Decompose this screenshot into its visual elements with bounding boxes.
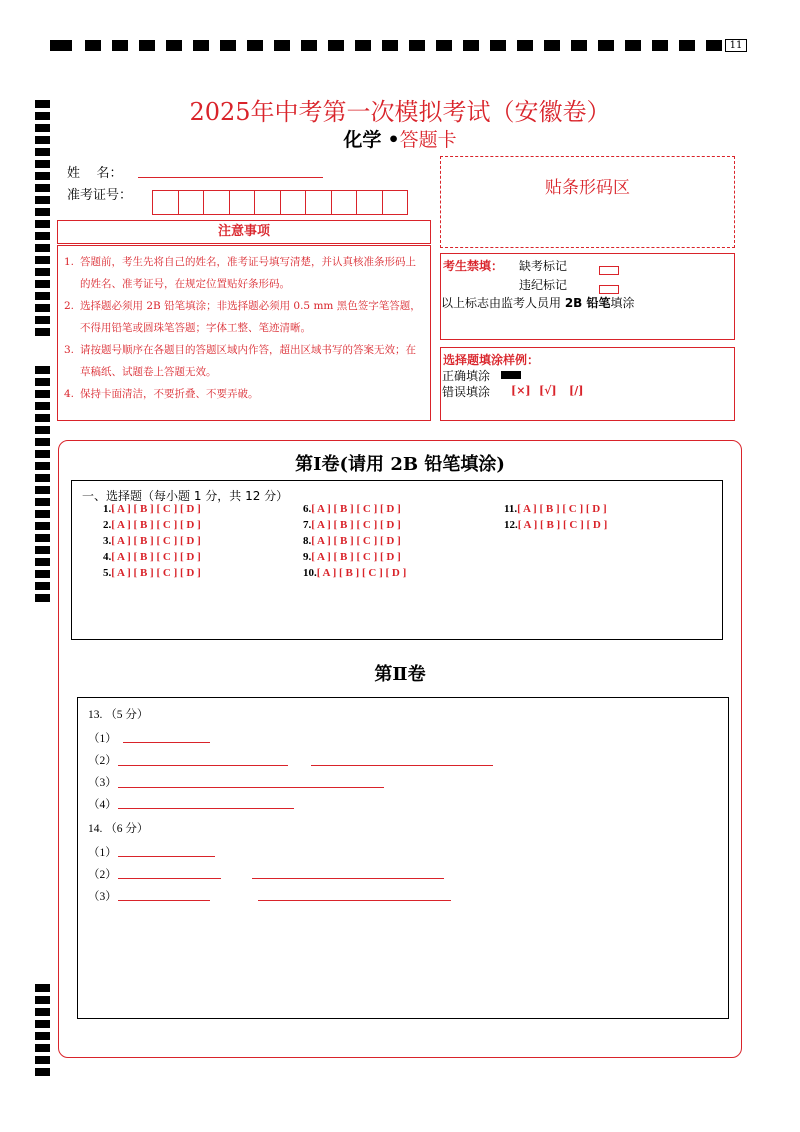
- wrong-sample-2: [√]: [539, 384, 557, 397]
- answer-line[interactable]: [118, 765, 288, 766]
- barcode-area: [440, 156, 735, 248]
- mc-question-number: 2.: [103, 519, 112, 531]
- notice-item: [64, 251, 424, 295]
- absent-mark-box[interactable]: [599, 260, 619, 279]
- q14-part-3: （3）: [88, 891, 117, 903]
- subject-name: 化学: [343, 129, 382, 151]
- id-digit-cell[interactable]: [280, 190, 307, 215]
- answer-line[interactable]: [252, 878, 444, 879]
- mc-options[interactable]: [ A ] [ B ] [ C ] [ D ]: [517, 503, 607, 515]
- notice-num: 1.: [64, 256, 75, 268]
- mc-question-number: 11.: [504, 503, 518, 515]
- mc-question[interactable]: [303, 567, 406, 579]
- mc-question[interactable]: [303, 535, 401, 547]
- q13-part-3: （3）: [88, 777, 117, 789]
- subtitle-separator: •: [387, 129, 400, 151]
- fill-sample-label: 选择题填涂样例：: [443, 353, 540, 367]
- mc-question-number: 6.: [303, 503, 312, 515]
- id-digit-cell[interactable]: [356, 190, 383, 215]
- mc-options[interactable]: [ A ] [ B ] [ C ] [ D ]: [311, 551, 401, 563]
- absent-label: 缺考标记: [519, 259, 568, 273]
- notice-text: 请按题号顺序在各题目的答题区域内作答，超出区域书写的答案无效；在草稿纸、试题卷上答题无效。: [80, 344, 416, 378]
- mc-question-number: 4.: [103, 551, 112, 563]
- mc-question-number: 1.: [103, 503, 112, 515]
- mc-options[interactable]: [ A ] [ B ] [ C ] [ D ]: [111, 551, 201, 563]
- note-suffix: 填涂: [610, 296, 635, 310]
- notice-text: 答题前，考生先将自己的姓名，准考证号填写清楚，并认真核准条形码上的姓名、准考证号，在规定位置贴好条形码。: [80, 256, 416, 290]
- q13-part-2: （2）: [88, 755, 117, 767]
- fill-sample-box: [440, 347, 735, 421]
- mc-question[interactable]: [103, 503, 201, 515]
- answer-line[interactable]: [118, 900, 210, 901]
- proctor-note: [441, 294, 635, 311]
- card-subtitle: [0, 125, 800, 152]
- mc-question-number: 10.: [303, 567, 317, 579]
- id-digit-cell[interactable]: [229, 190, 256, 215]
- proctor-marks-box: [440, 253, 735, 340]
- mc-options[interactable]: [ A ] [ B ] [ C ] [ D ]: [111, 503, 201, 515]
- id-digit-cell[interactable]: [203, 190, 230, 215]
- mc-question-number: 8.: [303, 535, 312, 547]
- mc-options[interactable]: [ A ] [ B ] [ C ] [ D ]: [311, 519, 401, 531]
- name-label: 姓 名：: [67, 166, 123, 181]
- card-type: 答题卡: [399, 129, 457, 151]
- mc-question[interactable]: [303, 519, 401, 531]
- mc-options[interactable]: [ A ] [ B ] [ C ] [ D ]: [111, 567, 201, 579]
- q13-label: 13. （5 分）: [88, 709, 149, 721]
- barcode-area-label: 贴条形码区: [545, 177, 630, 198]
- part1-title: 第Ⅰ卷(请用 2B 铅笔填涂): [295, 454, 505, 475]
- q13-part-1: （1）: [88, 733, 117, 745]
- mc-question[interactable]: [103, 567, 201, 579]
- mc-section-label: 一、选择题（每小题 1 分，共 12 分）: [82, 489, 289, 503]
- id-digit-cell[interactable]: [331, 190, 358, 215]
- answer-line[interactable]: [311, 765, 493, 766]
- q14-part-1: （1）: [88, 847, 117, 859]
- id-digit-cell[interactable]: [178, 190, 205, 215]
- mc-question[interactable]: [504, 503, 607, 515]
- note-bold: 2B 铅笔: [564, 296, 611, 310]
- q13-part-4: （4）: [88, 799, 117, 811]
- answer-line[interactable]: [118, 787, 384, 788]
- mc-question[interactable]: [103, 519, 201, 531]
- id-digit-cell[interactable]: [382, 190, 409, 215]
- mc-question[interactable]: [103, 535, 201, 547]
- mc-options[interactable]: [ A ] [ B ] [ C ] [ D ]: [111, 535, 201, 547]
- answer-line[interactable]: [118, 878, 221, 879]
- mc-question[interactable]: [504, 519, 607, 531]
- note-prefix: 以上标志由监考人员用: [441, 296, 565, 310]
- notice-heading: 注意事项: [57, 220, 431, 244]
- notice-text: 保持卡面清洁，不要折叠、不要弄破。: [80, 388, 259, 400]
- notice-box: [57, 245, 431, 421]
- q14-part-2: （2）: [88, 869, 117, 881]
- id-number-grid[interactable]: [152, 190, 407, 215]
- wrong-fill-label: 错误填涂: [442, 385, 491, 399]
- correct-fill-label: 正确填涂: [442, 369, 491, 383]
- notice-text: 选择题必须用 2B 铅笔填涂；非选择题必须用 0.5 mm 黑色签字笔答题，不得用铅笔或圆珠笔答题；字体工整、笔迹清晰。: [80, 300, 421, 334]
- mc-question-number: 3.: [103, 535, 112, 547]
- free-response-box: [77, 697, 729, 1019]
- answer-line[interactable]: [123, 742, 210, 743]
- mc-question[interactable]: [103, 551, 201, 563]
- mc-question[interactable]: [303, 551, 401, 563]
- wrong-sample-1: [×]: [511, 384, 531, 397]
- notice-item: [64, 339, 424, 383]
- page-number: 11: [725, 39, 747, 52]
- mc-question-number: 9.: [303, 551, 312, 563]
- notice-item: [64, 295, 424, 339]
- part2-title: 第Ⅱ卷: [374, 664, 426, 685]
- id-digit-cell[interactable]: [152, 190, 179, 215]
- mc-options[interactable]: [ A ] [ B ] [ C ] [ D ]: [316, 567, 407, 579]
- proctor-label: 考生禁填：: [443, 259, 504, 273]
- notice-num: 2.: [64, 300, 75, 312]
- notice-num: 3.: [64, 344, 75, 356]
- id-digit-cell[interactable]: [254, 190, 281, 215]
- notice-item: [64, 383, 424, 405]
- notice-num: 4.: [64, 388, 75, 400]
- mc-options[interactable]: [ A ] [ B ] [ C ] [ D ]: [111, 519, 201, 531]
- mc-options[interactable]: [ A ] [ B ] [ C ] [ D ]: [517, 519, 608, 531]
- mc-options[interactable]: [ A ] [ B ] [ C ] [ D ]: [311, 535, 401, 547]
- violation-label: 违纪标记: [519, 278, 568, 292]
- name-field[interactable]: [138, 177, 323, 178]
- answer-line[interactable]: [118, 856, 215, 857]
- mc-question-number: 12.: [504, 519, 518, 531]
- mc-question[interactable]: [303, 503, 401, 515]
- id-label: 准考证号：: [67, 188, 133, 203]
- exam-title: 2025年中考第一次模拟考试（安徽卷）: [189, 98, 611, 126]
- correct-fill-sample: [501, 371, 521, 379]
- answer-line[interactable]: [258, 900, 451, 901]
- mc-question-number: 5.: [103, 567, 112, 579]
- q14-label: 14. （6 分）: [88, 823, 149, 835]
- id-digit-cell[interactable]: [305, 190, 332, 215]
- mc-options[interactable]: [ A ] [ B ] [ C ] [ D ]: [311, 503, 401, 515]
- mc-question-number: 7.: [303, 519, 312, 531]
- wrong-sample-3: [/]: [569, 384, 584, 397]
- answer-line[interactable]: [118, 808, 294, 809]
